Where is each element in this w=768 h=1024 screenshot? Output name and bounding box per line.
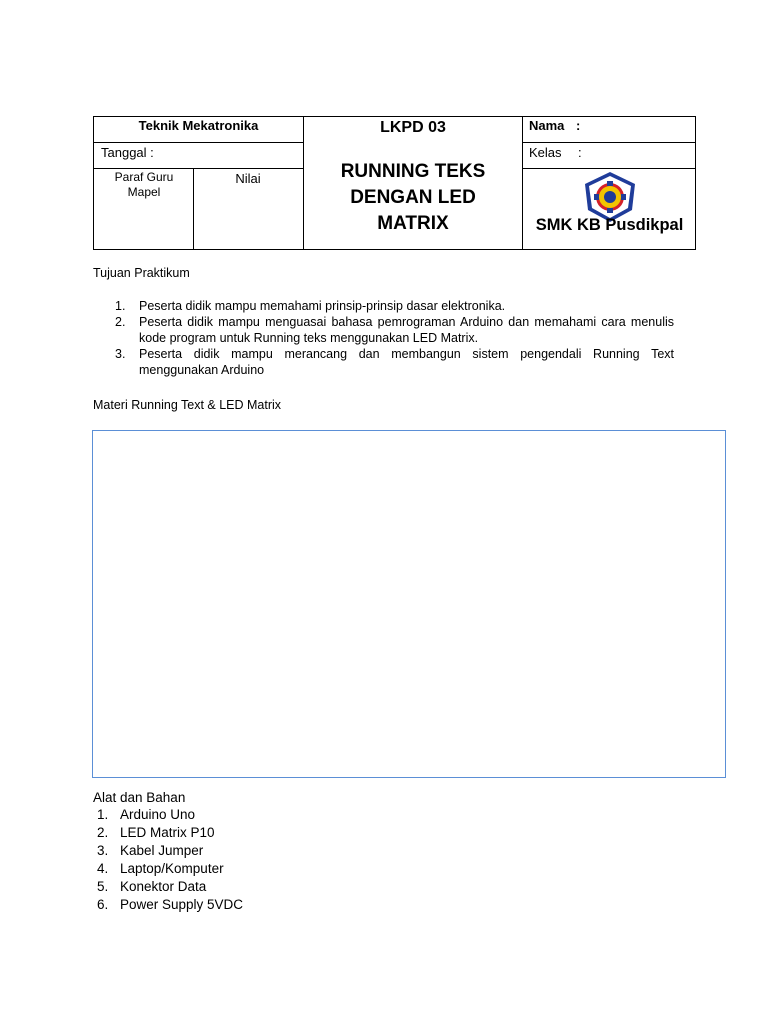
list-item [93, 878, 243, 896]
list-item [93, 896, 243, 914]
tujuan-heading: Tujuan Praktikum [93, 266, 190, 280]
list-text: Peserta didik mampu menguasai bahasa pemrograman Arduino dan memahami cara menulis kode program untuk Running teks menggunakan LED Matrix. [139, 315, 674, 345]
header-table [93, 116, 696, 250]
alat-heading: Alat dan Bahan [93, 790, 186, 805]
materi-heading: Materi Running Text & LED Matrix [93, 398, 282, 412]
list-number: 1. [115, 299, 126, 313]
title-line-1: RUNNING TEKS [340, 161, 486, 182]
list-text: Laptop/Komputer [120, 861, 224, 876]
materi-content-box[interactable] [92, 430, 726, 778]
list-number: 1. [97, 807, 109, 822]
nilai-label: Nilai [235, 171, 261, 186]
table-divider [94, 142, 304, 143]
list-number: 3. [97, 843, 109, 858]
list-text: Peserta didik mampu merancang dan membangun sistem pengendali Running Text menggunakan Arduino [139, 347, 674, 377]
list-text: Arduino Uno [120, 807, 196, 822]
school-logo [580, 172, 640, 222]
subject-label: Teknik Mekatronika [138, 118, 259, 133]
list-number: 6. [97, 897, 109, 912]
nama-label: Nama [529, 118, 565, 133]
list-number: 2. [97, 825, 109, 840]
lkpd-code: LKPD 03 [380, 119, 446, 136]
list-item [93, 806, 243, 824]
paraf-label: Paraf Guru Mapel [114, 170, 174, 199]
table-divider [522, 142, 695, 143]
title-line-2: DENGAN LED [350, 187, 476, 208]
worksheet-title [304, 159, 522, 237]
list-item [93, 298, 674, 314]
list-item [93, 346, 674, 378]
list-item [93, 842, 243, 860]
list-text: LED Matrix P10 [120, 825, 215, 840]
list-item [93, 860, 243, 878]
list-number: 5. [97, 879, 109, 894]
objectives-list [93, 298, 674, 378]
school-logo-icon [580, 172, 640, 222]
list-item [93, 824, 243, 842]
list-text: Power Supply 5VDC [120, 897, 244, 912]
title-line-3: MATRIX [377, 213, 449, 234]
nama-colon: : [576, 118, 581, 133]
list-text: Konektor Data [120, 879, 207, 894]
school-name: SMK KB Pusdikpal [535, 216, 684, 234]
list-text: Peserta didik mampu memahami prinsip-prinsip dasar elektronika. [139, 299, 506, 313]
list-number: 4. [97, 861, 109, 876]
kelas-label: Kelas [529, 145, 562, 160]
list-number: 3. [115, 347, 126, 361]
list-text: Kabel Jumper [120, 843, 204, 858]
tools-list [93, 806, 243, 914]
tanggal-label: Tanggal : [101, 145, 154, 160]
table-divider [522, 168, 695, 169]
table-divider [94, 168, 304, 169]
kelas-colon: : [578, 145, 582, 160]
list-number: 2. [115, 315, 126, 329]
list-item [93, 314, 674, 346]
